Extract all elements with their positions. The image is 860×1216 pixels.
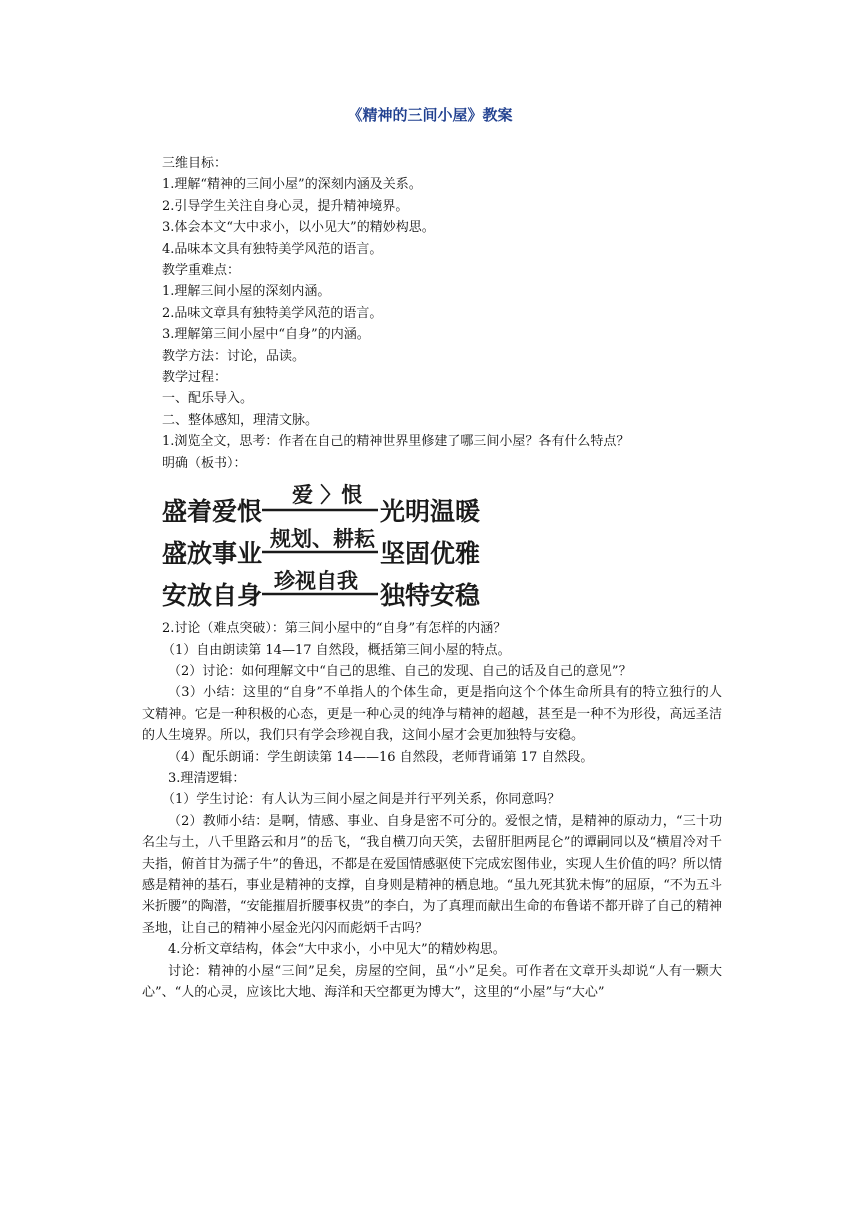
goal-item: 3.体会本文“大中求小，以小见大”的精妙构思。 (162, 220, 435, 236)
goal-item: 4.品味本文具有独特美学风范的语言。 (162, 241, 383, 257)
question-3: 3.理清逻辑： (168, 770, 246, 786)
question-2-summary: （3）小结：这里的“自身”不单指人的个体生命，更是指向这个个体生命所具有的特立独行的人文精神。它是一种积极的心态，更是一种心灵的纯净与精神的超越，甚至是一种不为形役，高远圣洁的人生境界。所以，我们只有学会珍视自我，这间小屋才会更加独特与安稳。 (142, 685, 722, 744)
board-right-text: 坚固优雅 (380, 539, 481, 569)
board-middle-text: 爱 〉恨 (292, 483, 363, 508)
board-middle-text: 规划、耕耘 (270, 527, 375, 552)
question-2-item: （1）自由朗读第 14—17 自然段，概括第三间小屋的特点。 (162, 642, 511, 658)
blackboard-drawing (162, 480, 492, 614)
process-step: 二、整体感知，理清文脉。 (162, 412, 319, 428)
goal-item: 1.理解“精神的三间小屋”的深刻内涵及关系。 (162, 177, 422, 193)
board-right-text: 独特安稳 (380, 581, 481, 611)
board-left-text: 盛着爱恨 (162, 497, 263, 527)
discussion-paragraph: 讨论：精神的小屋“三间”足矣，房屋的空间，虽“小”足矣。可作者在文章开头却说“人有一颗大心”、“人的心灵，应该比大地、海洋和天空都更为博大”，这里的“小屋”与“大心” (142, 963, 722, 1000)
question-2-item: （4）配乐朗诵：学生朗读第 14——16 自然段，老师背诵第 17 自然段。 (168, 749, 594, 765)
document-title: 《精神的三间小屋》教案 (347, 106, 513, 124)
document-body (142, 153, 722, 1003)
question-4: 4.分析文章结构，体会“大中求小，小中见大”的精妙构思。 (168, 942, 506, 958)
board-label: 明确（板书）： (162, 455, 247, 471)
key-point: 3.理解第三间小屋中“自身”的内涵。 (162, 327, 370, 343)
board-left-text: 安放自身 (162, 581, 263, 611)
goals-heading: 三维目标： (162, 156, 228, 171)
teacher-summary: （2）教师小结：是啊，情感、事业、自身是密不可分的。爱恨之情，是精神的原动力，“三十功名尘与土，八千里路云和月”的岳飞，“我自横刀向天笑，去留肝胆两昆仑”的谭嗣同以及“横眉冷对千夫指，俯首甘为孺子牛”的鲁迅，不都是在爱国情感驱使下完成宏图伟业，实现人生价值的吗？所以情感是精神的基石，事业是精神的支撑，自身则是精神的栖息地。“虽九死其犹未悔”的屈原，“不为五斗米折腰”的陶潜，“安能摧眉折腰事权贵”的李白，为了真理而献出生命的布鲁诺不都开辟了自己的精神圣地，让自己的精神小屋金光闪闪而彪炳千古吗？ (142, 813, 722, 936)
key-heading: 教学重难点： (162, 263, 241, 279)
method-line: 教学方法：讨论，品读。 (162, 348, 306, 364)
goal-item: 2.引导学生关注自身心灵，提升精神境界。 (162, 198, 409, 214)
process-heading: 教学过程： (162, 370, 228, 386)
question-2-item: （2）讨论：如何理解文中“自己的思维、自己的发现、自己的话及自己的意见”？ (168, 663, 632, 679)
process-step: 一、配乐导入。 (162, 391, 254, 407)
board-middle-text: 珍视自我 (274, 569, 358, 594)
question-2: 2.讨论（难点突破）：第三间小屋中的“自身”有怎样的内涵？ (162, 621, 507, 637)
key-point: 1.理解三间小屋的深刻内涵。 (162, 284, 331, 300)
board-right-text: 光明温暖 (380, 497, 481, 527)
board-left-text: 盛放事业 (162, 539, 263, 569)
blackboard-figure (142, 478, 722, 616)
question-1: 1.浏览全文，思考：作者在自己的精神世界里修建了哪三间小屋？各有什么特点？ (162, 434, 630, 450)
key-point: 2.品味文章具有独特美学风范的语言。 (162, 305, 383, 321)
question-3-item: （1）学生讨论：有人认为三间小屋之间是并行平列关系，你同意吗？ (162, 792, 561, 808)
